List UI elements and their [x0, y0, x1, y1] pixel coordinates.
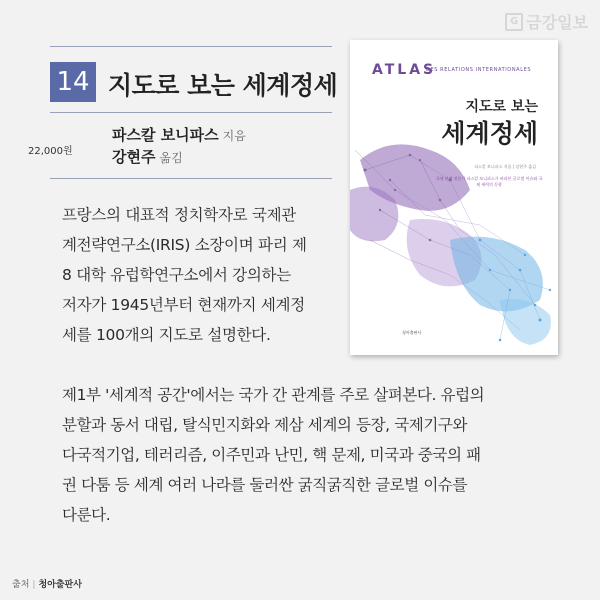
cover-atlas-subtitle: DES RELATIONS INTERNATIONALES [426, 67, 532, 73]
brand-logo-icon: G [505, 13, 523, 31]
description-line: 세를 100개의 지도로 설명한다. [62, 326, 271, 344]
book-number-badge: 14 [50, 62, 96, 102]
cover-publisher-mark: 청아출판사 [402, 330, 422, 335]
header-top-divider [50, 46, 332, 47]
description-line: 분할과 동서 대립, 탈식민지화와 제삼 세계의 등장, 국제기구와 [62, 416, 468, 434]
translator-role: 옮김 [159, 151, 183, 165]
description-line: 다국적기업, 테러리즘, 이주민과 난민, 핵 문제, 미국과 중국의 패 [62, 446, 481, 464]
description-line: 다룬다. [62, 506, 111, 524]
book-translator [112, 146, 183, 167]
source-credit [12, 577, 82, 590]
description-line: 권 다툼 등 세계 여러 나라를 둘러싼 굵직굵직한 글로벌 이슈를 [62, 476, 468, 494]
description-narrow [62, 200, 344, 350]
cover-credit: 파스칼 보니파스 지음 | 강현주 옮김 [474, 164, 536, 169]
source-publisher: 청아출판사 [38, 580, 82, 590]
book-author [112, 124, 246, 145]
world-map-network-illustration [350, 40, 558, 355]
cover-blurb: 국제 관계 전문가 파스칼 보니파스가 바라본 글로벌 이슈와 국제 세력의 동향 [435, 176, 543, 187]
description-line: 8 대학 유럽학연구소에서 강의하는 [62, 266, 291, 284]
header-middle-divider [50, 112, 332, 113]
book-cover-image [350, 40, 558, 355]
description-line: 저자가 1945년부터 현재까지 세계정 [62, 296, 305, 314]
source-label: 출처 [12, 580, 30, 590]
header-bottom-divider [50, 178, 332, 179]
cover-title-line2: 세계정세 [441, 119, 538, 148]
translator-name: 강현주 [112, 148, 156, 166]
description-line: 계전략연구소(IRIS) 소장이며 파리 제 [62, 236, 307, 254]
author-role: 지음 [222, 129, 246, 143]
book-title: 지도로 보는 세계정세 [108, 71, 338, 100]
author-name: 파스칼 보니파스 [112, 126, 219, 144]
cover-title-line1: 지도로 보는 [465, 99, 538, 115]
brand-logo [505, 10, 588, 33]
description-line: 제1부 '세계적 공간'에서는 국가 간 관계를 주로 살펴본다. 유럽의 [62, 386, 485, 404]
cover-atlas-wordmark: ATLAS [372, 62, 437, 78]
brand-name: 금강일보 [526, 13, 588, 32]
description-line: 프랑스의 대표적 정치학자로 국제관 [62, 206, 296, 224]
description-wide [62, 380, 562, 530]
book-price: 22,000원 [28, 146, 73, 157]
source-separator: | [32, 580, 36, 590]
